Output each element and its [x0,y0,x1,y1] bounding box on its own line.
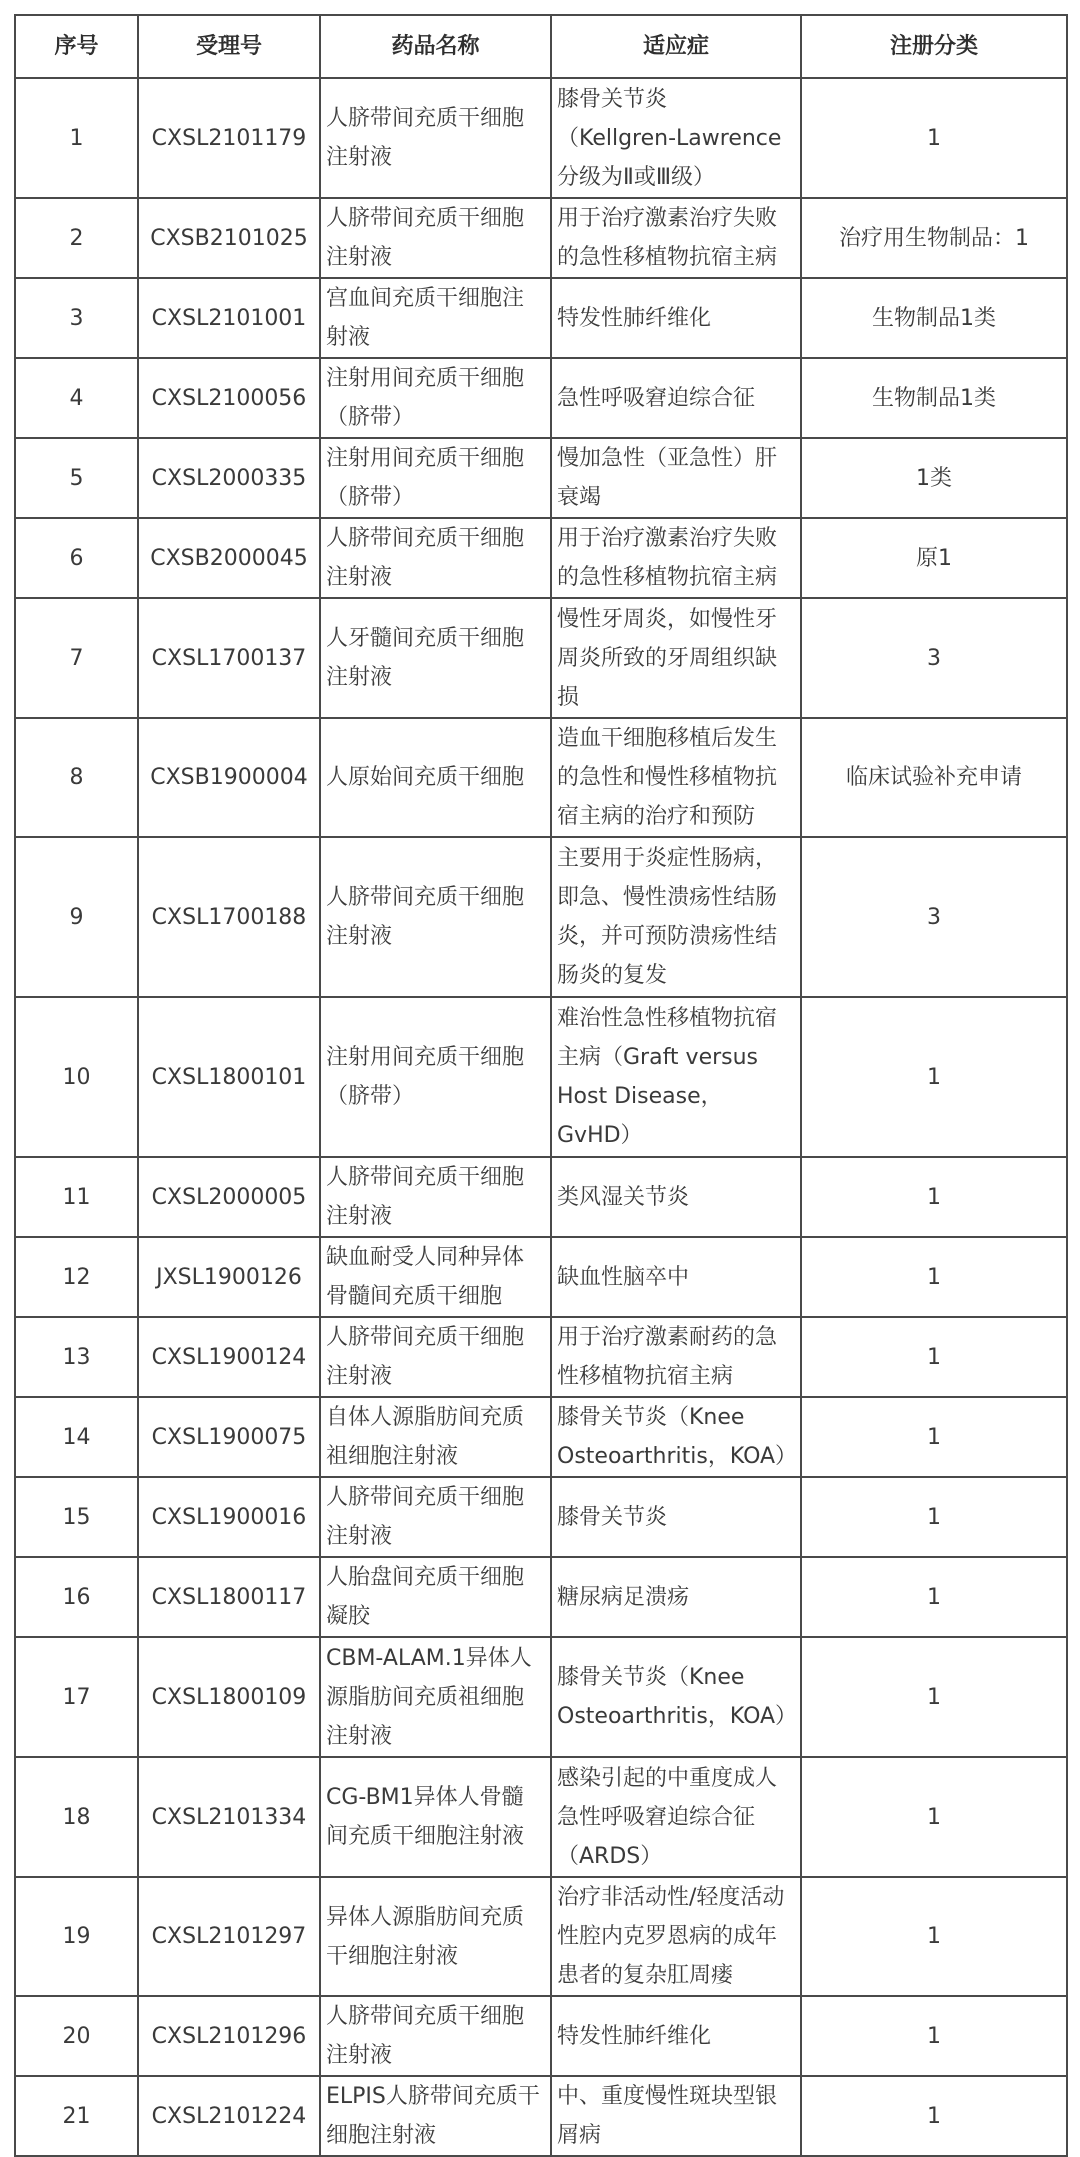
table-row [15,1877,1067,1996]
cell-registration-class: 1 [801,1477,1067,1557]
cell-drug-name: 自体人源脂肪间充质祖细胞注射液 [320,1397,551,1477]
cell-indication: 慢性牙周炎，如慢性牙周炎所致的牙周组织缺损 [551,598,801,718]
cell-indication: 特发性肺纤维化 [551,1996,801,2076]
header-serial-number: 序号 [15,15,138,78]
cell-drug-name: 人胎盘间充质干细胞凝胶 [320,1557,551,1637]
cell-acceptance-number: CXSL1800101 [138,997,320,1157]
drug-registration-table [14,14,1068,2157]
cell-drug-name: 人脐带间充质干细胞注射液 [320,1996,551,2076]
cell-drug-name: 人脐带间充质干细胞注射液 [320,1317,551,1397]
cell-indication: 感染引起的中重度成人急性呼吸窘迫综合征 （ARDS） [551,1757,801,1877]
cell-indication: 膝骨关节炎（Knee Osteoarthritis，KOA） [551,1637,801,1757]
table-row [15,78,1067,198]
cell-registration-class: 3 [801,837,1067,997]
cell-indication: 特发性肺纤维化 [551,278,801,358]
cell-serial-number: 14 [15,1397,138,1477]
cell-registration-class: 1 [801,1237,1067,1317]
cell-drug-name: 人脐带间充质干细胞注射液 [320,198,551,278]
cell-acceptance-number: CXSB2000045 [138,518,320,598]
header-indication: 适应症 [551,15,801,78]
cell-drug-name: 人脐带间充质干细胞注射液 [320,78,551,198]
cell-acceptance-number: CXSL1700188 [138,837,320,997]
cell-serial-number: 4 [15,358,138,438]
cell-drug-name: 人脐带间充质干细胞注射液 [320,837,551,997]
cell-serial-number: 9 [15,837,138,997]
cell-serial-number: 17 [15,1637,138,1757]
cell-serial-number: 5 [15,438,138,518]
cell-acceptance-number: CXSB1900004 [138,718,320,837]
cell-indication: 膝骨关节炎（Knee Osteoarthritis，KOA） [551,1397,801,1477]
cell-registration-class: 1 [801,2076,1067,2156]
cell-serial-number: 13 [15,1317,138,1397]
cell-registration-class: 1 [801,78,1067,198]
table-row [15,438,1067,518]
table-row [15,1637,1067,1757]
table-row [15,358,1067,438]
cell-acceptance-number: CXSL2101296 [138,1996,320,2076]
cell-acceptance-number: CXSL2100056 [138,358,320,438]
cell-acceptance-number: JXSL1900126 [138,1237,320,1317]
table-container [14,14,1068,2157]
cell-indication: 膝骨关节炎 [551,1477,801,1557]
cell-serial-number: 6 [15,518,138,598]
cell-acceptance-number: CXSL2000335 [138,438,320,518]
table-row [15,198,1067,278]
table-row [15,1557,1067,1637]
cell-serial-number: 8 [15,718,138,837]
cell-registration-class: 1 [801,1996,1067,2076]
cell-drug-name: 注射用间充质干细胞（脐带） [320,438,551,518]
cell-acceptance-number: CXSL1900075 [138,1397,320,1477]
cell-drug-name: CBM-ALAM.1异体人源脂肪间充质祖细胞注射液 [320,1637,551,1757]
cell-serial-number: 10 [15,997,138,1157]
cell-acceptance-number: CXSL1800109 [138,1637,320,1757]
cell-registration-class: 临床试验补充申请 [801,718,1067,837]
cell-acceptance-number: CXSL1800117 [138,1557,320,1637]
cell-serial-number: 3 [15,278,138,358]
table-header-row [15,15,1067,78]
cell-registration-class: 1 [801,1317,1067,1397]
cell-drug-name: CG-BM1异体人骨髓间充质干细胞注射液 [320,1757,551,1877]
table-row [15,278,1067,358]
cell-indication: 缺血性脑卒中 [551,1237,801,1317]
cell-registration-class: 生物制品1类 [801,278,1067,358]
cell-drug-name: 宫血间充质干细胞注射液 [320,278,551,358]
table-row [15,518,1067,598]
cell-drug-name: 人脐带间充质干细胞注射液 [320,1157,551,1237]
cell-acceptance-number: CXSL2101334 [138,1757,320,1877]
cell-indication: 急性呼吸窘迫综合征 [551,358,801,438]
cell-serial-number: 1 [15,78,138,198]
cell-acceptance-number: CXSL1900124 [138,1317,320,1397]
table-row [15,1397,1067,1477]
cell-registration-class: 生物制品1类 [801,358,1067,438]
cell-registration-class: 1类 [801,438,1067,518]
cell-drug-name: 人脐带间充质干细胞注射液 [320,1477,551,1557]
cell-indication: 主要用于炎症性肠病，即急、慢性溃疡性结肠炎，并可预防溃疡性结肠炎的复发 [551,837,801,997]
cell-acceptance-number: CXSL2000005 [138,1157,320,1237]
cell-serial-number: 16 [15,1557,138,1637]
cell-drug-name: 人牙髓间充质干细胞注射液 [320,598,551,718]
table-row [15,718,1067,837]
cell-registration-class: 3 [801,598,1067,718]
cell-serial-number: 15 [15,1477,138,1557]
cell-acceptance-number: CXSL2101297 [138,1877,320,1996]
cell-registration-class: 1 [801,1637,1067,1757]
cell-drug-name: 人脐带间充质干细胞注射液 [320,518,551,598]
cell-indication: 用于治疗激素治疗失败的急性移植物抗宿主病 [551,518,801,598]
cell-serial-number: 19 [15,1877,138,1996]
cell-acceptance-number: CXSL2101001 [138,278,320,358]
table-row [15,1757,1067,1877]
cell-drug-name: 异体人源脂肪间充质干细胞注射液 [320,1877,551,1996]
cell-serial-number: 12 [15,1237,138,1317]
table-row [15,1996,1067,2076]
cell-registration-class: 1 [801,1557,1067,1637]
cell-indication: 慢加急性（亚急性）肝衰竭 [551,438,801,518]
table-row [15,1317,1067,1397]
header-acceptance-number: 受理号 [138,15,320,78]
cell-indication: 治疗非活动性/轻度活动性腔内克罗恩病的成年患者的复杂肛周瘘 [551,1877,801,1996]
cell-indication: 用于治疗激素耐药的急性移植物抗宿主病 [551,1317,801,1397]
header-registration-class: 注册分类 [801,15,1067,78]
cell-indication: 造血干细胞移植后发生的急性和慢性移植物抗宿主病的治疗和预防 [551,718,801,837]
cell-acceptance-number: CXSL1900016 [138,1477,320,1557]
cell-registration-class: 治疗用生物制品：1 [801,198,1067,278]
cell-acceptance-number: CXSL1700137 [138,598,320,718]
table-row [15,2076,1067,2156]
table-body [15,78,1067,2156]
cell-indication: 用于治疗激素治疗失败的急性移植物抗宿主病 [551,198,801,278]
table-row [15,598,1067,718]
cell-drug-name: 人原始间充质干细胞 [320,718,551,837]
cell-registration-class: 1 [801,1757,1067,1877]
cell-serial-number: 2 [15,198,138,278]
cell-serial-number: 7 [15,598,138,718]
cell-drug-name: ELPIS人脐带间充质干细胞注射液 [320,2076,551,2156]
cell-serial-number: 20 [15,1996,138,2076]
cell-acceptance-number: CXSB2101025 [138,198,320,278]
table-row [15,1237,1067,1317]
cell-drug-name: 缺血耐受人同种异体骨髓间充质干细胞 [320,1237,551,1317]
cell-indication: 中、重度慢性斑块型银屑病 [551,2076,801,2156]
table-row [15,837,1067,997]
cell-serial-number: 21 [15,2076,138,2156]
table-row [15,1157,1067,1237]
cell-indication: 难治性急性移植物抗宿主病（Graft versus Host Disease， GvHD） [551,997,801,1157]
cell-acceptance-number: CXSL2101224 [138,2076,320,2156]
cell-registration-class: 原1 [801,518,1067,598]
header-drug-name: 药品名称 [320,15,551,78]
cell-registration-class: 1 [801,1397,1067,1477]
cell-drug-name: 注射用间充质干细胞（脐带） [320,997,551,1157]
cell-indication: 膝骨关节炎 （Kellgren-Lawrence分级为Ⅱ或Ⅲ级） [551,78,801,198]
cell-registration-class: 1 [801,1157,1067,1237]
cell-serial-number: 18 [15,1757,138,1877]
table-row [15,1477,1067,1557]
cell-acceptance-number: CXSL2101179 [138,78,320,198]
cell-registration-class: 1 [801,997,1067,1157]
cell-indication: 类风湿关节炎 [551,1157,801,1237]
cell-drug-name: 注射用间充质干细胞（脐带） [320,358,551,438]
cell-indication: 糖尿病足溃疡 [551,1557,801,1637]
cell-serial-number: 11 [15,1157,138,1237]
table-row [15,997,1067,1157]
cell-registration-class: 1 [801,1877,1067,1996]
